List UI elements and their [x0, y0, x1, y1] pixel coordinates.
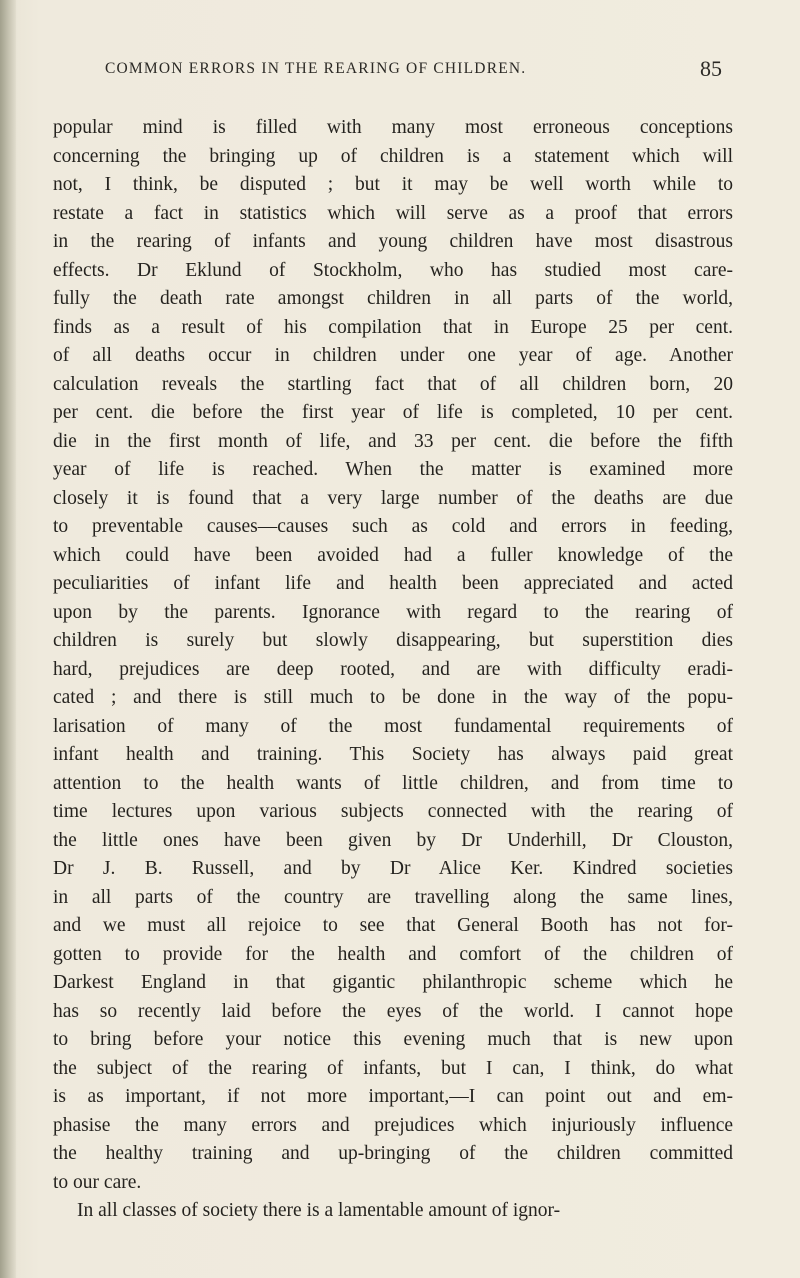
text-line: children is surely but slowly disappearing, but superstition dies — [53, 630, 733, 651]
running-head: COMMON ERRORS IN THE REARING OF CHILDREN. — [105, 60, 527, 77]
text-line: which could have been avoided had a fuller knowledge of the — [53, 544, 733, 566]
text-line: closely it is found that a very large number of the deaths are due — [53, 487, 733, 509]
text-line: has so recently laid before the eyes of the world. I cannot hope — [53, 1000, 733, 1022]
text-line: is as important, if not more important,—I can point out and em- — [53, 1086, 733, 1107]
text-line: to preventable causes—causes such as cold and errors in feeding, — [53, 516, 733, 537]
text-line: Dr J. B. Russell, and by Dr Alice Ker. Kindred societies — [53, 858, 733, 879]
text-line: per cent. die before the first year of life is completed, 10 per cent. — [53, 402, 733, 423]
text-line: finds as a result of his compilation that in Europe 25 per cent. — [53, 316, 733, 338]
text-line: larisation of many of the most fundamental requirements of — [53, 715, 733, 737]
text-line: upon by the parents. Ignorance with regard to the rearing of — [53, 601, 733, 623]
text-line: and we must all rejoice to see that General Booth has not for- — [53, 915, 733, 936]
text-line: the little ones have been given by Dr Underhill, Dr Clouston, — [53, 829, 733, 851]
text-line: gotten to provide for the health and comfort of the children of — [53, 943, 733, 965]
text-line: In all classes of society there is a lamentable amount of ignor- — [77, 1200, 561, 1221]
text-line: attention to the health wants of little children, and from time to — [53, 772, 733, 794]
text-line: cated ; and there is still much to be done in the way of the popu- — [53, 687, 733, 708]
text-line: concerning the bringing up of children is a statement which will — [53, 145, 733, 167]
text-line: to our care. — [53, 1171, 142, 1193]
text-line: time lectures upon various subjects connected with the rearing of — [53, 801, 733, 822]
text-line: hard, prejudices are deep rooted, and are with difficulty eradi- — [53, 658, 733, 680]
text-line: Darkest England in that gigantic philanthropic scheme which he — [53, 972, 733, 993]
text-line: in all parts of the country are travelling along the same lines, — [53, 886, 733, 908]
body-text — [53, 114, 733, 1226]
text-line: not, I think, be disputed ; but it may be well worth while to — [53, 174, 733, 195]
text-line: restate a fact in statistics which will serve as a proof that errors — [53, 202, 733, 224]
text-line: fully the death rate amongst children in all parts of the world, — [53, 288, 733, 309]
binding-gutter-shadow — [0, 0, 16, 1278]
page-number: 85 — [700, 56, 722, 81]
text-line: the healthy training and up-bringing of the children committed — [53, 1143, 733, 1164]
text-line: infant health and training. This Society has always paid great — [53, 744, 733, 765]
text-line: calculation reveals the startling fact that of all children born, 20 — [53, 373, 733, 395]
text-line: in the rearing of infants and young children have most disastrous — [53, 231, 733, 252]
text-line: popular mind is filled with many most erroneous conceptions — [53, 117, 733, 138]
text-line: the subject of the rearing of infants, but I can, I think, do what — [53, 1057, 733, 1079]
text-line: of all deaths occur in children under one year of age. Another — [53, 345, 733, 366]
text-line: year of life is reached. When the matter is examined more — [53, 459, 733, 480]
text-line: phasise the many errors and prejudices which injuriously influence — [53, 1114, 733, 1136]
text-line: effects. Dr Eklund of Stockholm, who has studied most care- — [53, 259, 733, 281]
text-line: die in the first month of life, and 33 per cent. die before the fifth — [53, 430, 733, 452]
text-line: peculiarities of infant life and health been appreciated and acted — [53, 573, 733, 594]
text-line: to bring before your notice this evening much that is new upon — [53, 1029, 733, 1050]
